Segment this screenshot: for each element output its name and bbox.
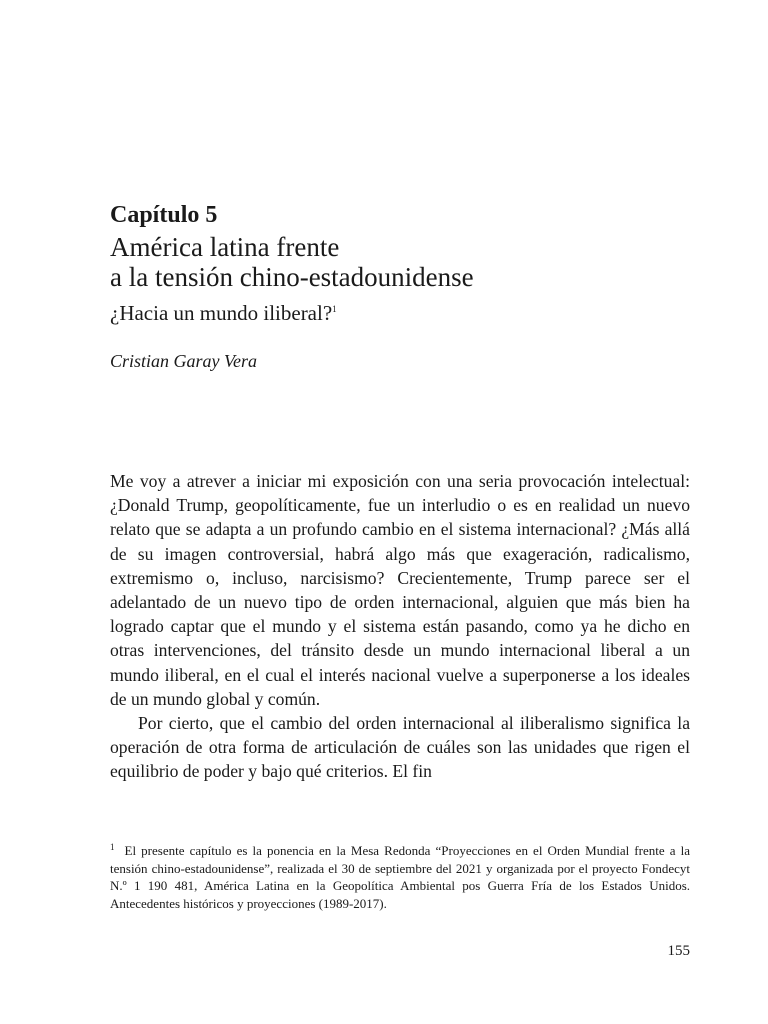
author-name: Cristian Garay Vera	[110, 351, 258, 371]
book-page	[110, 0, 690, 1024]
paragraph-1: Me voy a atrever a iniciar mi exposición con una seria provocación intelectual: ¿Donald Trump, geopolíticamente, fue un interludio o es en realidad un nuevo relato que se adapta a un profundo cambio en el sistema internacional? ¿Más allá de su imagen controversial, habrá algo más que exageración, radicalismo, extremismo o, incluso, narcisismo? Crecientemente, Trump parece ser el adelantado de un nuevo tipo de orden internacional, alguien que más bien ha logrado captar que el mundo y el sistema están pasando, como ya he dicho en otras intervenciones, del tránsito desde un mundo internacional liberal a un mundo iliberal, en el cual el interés nacional vuelve a superponerse a los ideales de un mundo global y común.	[110, 471, 690, 709]
chapter-subtitle-text: ¿Hacia un mundo iliberal?	[110, 301, 333, 325]
body-text	[110, 469, 690, 784]
footnote	[110, 842, 690, 912]
footnote-text: El presente capítulo es la ponencia en la Mesa Redonda “Proyecciones en el Orden Mundial frente a la tensión chino-estadounidense”, realizada el 30 de septiembre del 2021 y organizada por el proyecto Fondecyt N.º 1 190 481, América Latina en la Geopolítica Ambiental pos Guerra Fría de los Estados Unidos. Antecedentes históricos y proyecciones (1989-2017).	[110, 843, 690, 911]
chapter-title-line-2: a la tensión chino-estadounidense	[110, 262, 474, 292]
footnote-reference[interactable]: 1	[332, 304, 337, 314]
page-number: 155	[667, 943, 690, 959]
chapter-title-line-1: América latina frente	[110, 232, 340, 262]
chapter-label: Capítulo 5	[110, 202, 218, 228]
footnote-mark: 1	[110, 841, 115, 852]
chapter-subtitle	[110, 299, 337, 327]
paragraph-2: Por cierto, que el cambio del orden internacional al iliberalismo significa la operación de otra forma de articulación de cuáles son las unidades que rigen el equilibrio de poder y bajo qué criterios. El fin	[110, 713, 690, 782]
chapter-title	[110, 232, 474, 292]
